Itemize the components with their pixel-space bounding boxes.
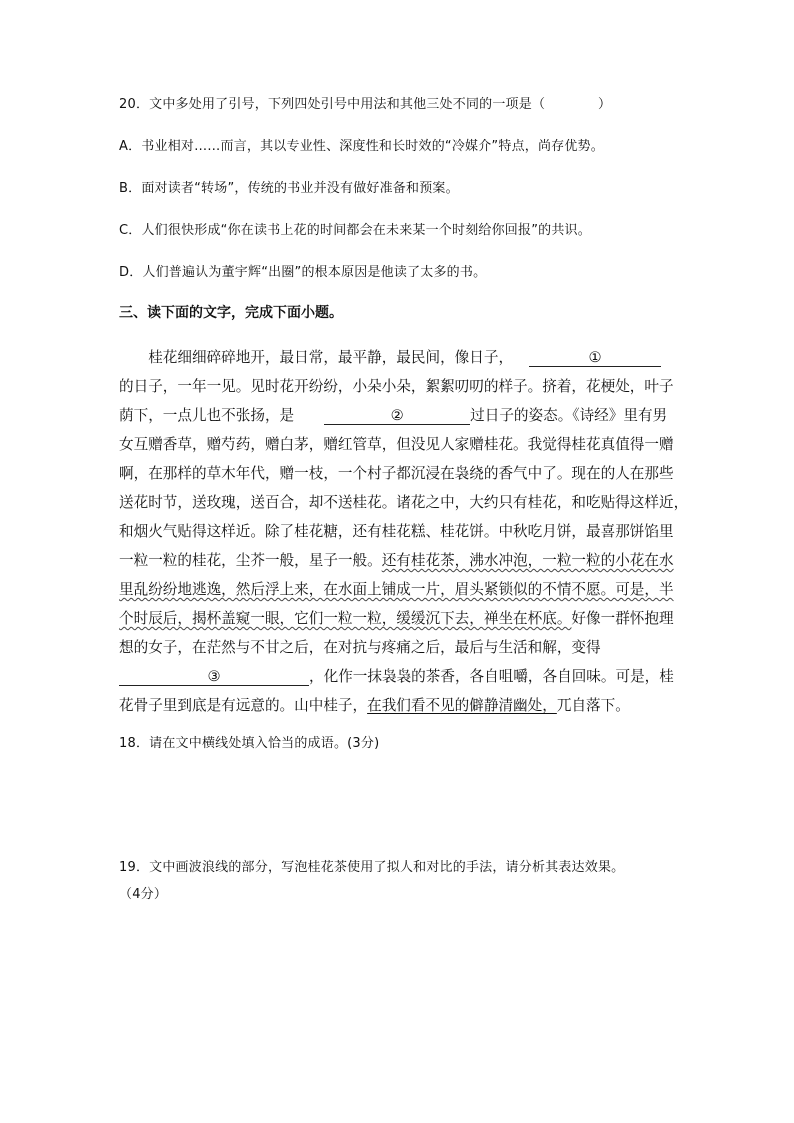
passage-text: 一粒一粒的桂花，尘芥一般，星子一般。 [119,552,382,569]
q20-option-b: B．面对读者“转场”，传统的书业并没有做好准备和预案。 [119,181,459,196]
section-heading: 三、读下面的文字，完成下面小题。 [119,305,343,321]
answer-blank-1[interactable]: ① [529,348,661,367]
q19-score: （4分） [119,887,168,902]
passage-line-9 [119,580,679,600]
passage-line-10 [119,609,679,629]
passage-line-7: 和烟火气贴得这样近。除了桂花糖，还有桂花糕、桂花饼。中秋吃月饼，最喜那饼馅里 [119,523,674,540]
passage-line-6: 送花时节，送玫瑰，送百合，却不送桂花。诸花之中，大约只有桂花，和吃贴得这样近， [119,494,689,511]
wavy-underlined-text: 还有桂花茶，沸水冲泡，一粒一粒的小花在水 [381,552,674,569]
passage-line-2: 的日子，一年一见。见时花开纷纷，小朵小朵，絮絮叨叨的样子。挤着，花梗处，叶子 [119,378,674,395]
passage-text: 兀自落下。 [556,697,630,714]
passage-line-5: 啊，在那样的草木年代，赠一枝，一个村子都沉浸在袅绕的香气中了。现在的人在那些 [119,465,674,482]
passage-text: ，化作一抹袅袅的茶香，各自咀嚼，各自回味。可是，桂 [309,668,674,685]
passage-text: 花骨子里到底是有远意的。山中桂子， [119,697,368,714]
q20-option-c: C．人们很快形成“你在读书上花的时间都会在未来某一个时刻给你回报”的共识。 [119,223,591,238]
passage-line-11: 想的女子，在茫然与不甘之后，在对抗与疼痛之后，最后与生活和解，变得 [119,639,601,656]
passage-text: 荫下，一点儿也不张扬，是 [119,407,295,424]
answer-blank-3[interactable]: ③ [119,667,309,686]
q20-option-a: A．书业相对……而言，其以专业性、深度性和长时效的“冷媒介”特点，尚存优势。 [119,139,604,154]
q20-prompt: 20．文中多处用了引号，下列四处引号中用法和其他三处不同的一项是（ ） [119,97,612,112]
q19-prompt: 19．文中画波浪线的部分，写泡桂花茶使用了拟人和对比的手法，请分析其表达效果。 [119,860,625,875]
passage-line-1 [119,348,679,368]
passage-line-12 [119,667,679,687]
q20-option-d: D．人们普遍认为董宇辉“出圈”的根本原因是他读了太多的书。 [119,265,487,280]
answer-blank-2[interactable]: ② [324,406,470,425]
wavy-underlined-text: 里乱纷纷地逃逸，然后浮上来，在水面上铺成一片，眉头紧锁似的不情不愿。可是，半 [119,581,674,598]
q18-prompt: 18．请在文中横线处填入恰当的成语。(3分) [119,736,380,751]
passage-line-8 [119,551,679,571]
passage-text: 桂花细细碎碎地开，最日常，最平静，最民间，像日子， [119,349,514,366]
underlined-text: 在我们看不见的僻静清幽处， [367,697,557,714]
wavy-underlined-text: 个时辰后，揭杯盖窥一眼，它们一粒一粒，缓缓沉下去，禅坐在杯底。 [119,610,572,627]
passage-line-13 [119,696,679,716]
passage-text: 过日子的姿态。《诗经》里有男 [470,407,668,424]
passage-line-4: 女互赠香草，赠芍药，赠白茅，赠红管草，但没见人家赠桂花。我觉得桂花真值得一赠 [119,436,674,453]
passage-text: 好像一群怀抱理 [571,610,674,627]
passage-line-3 [119,406,679,426]
